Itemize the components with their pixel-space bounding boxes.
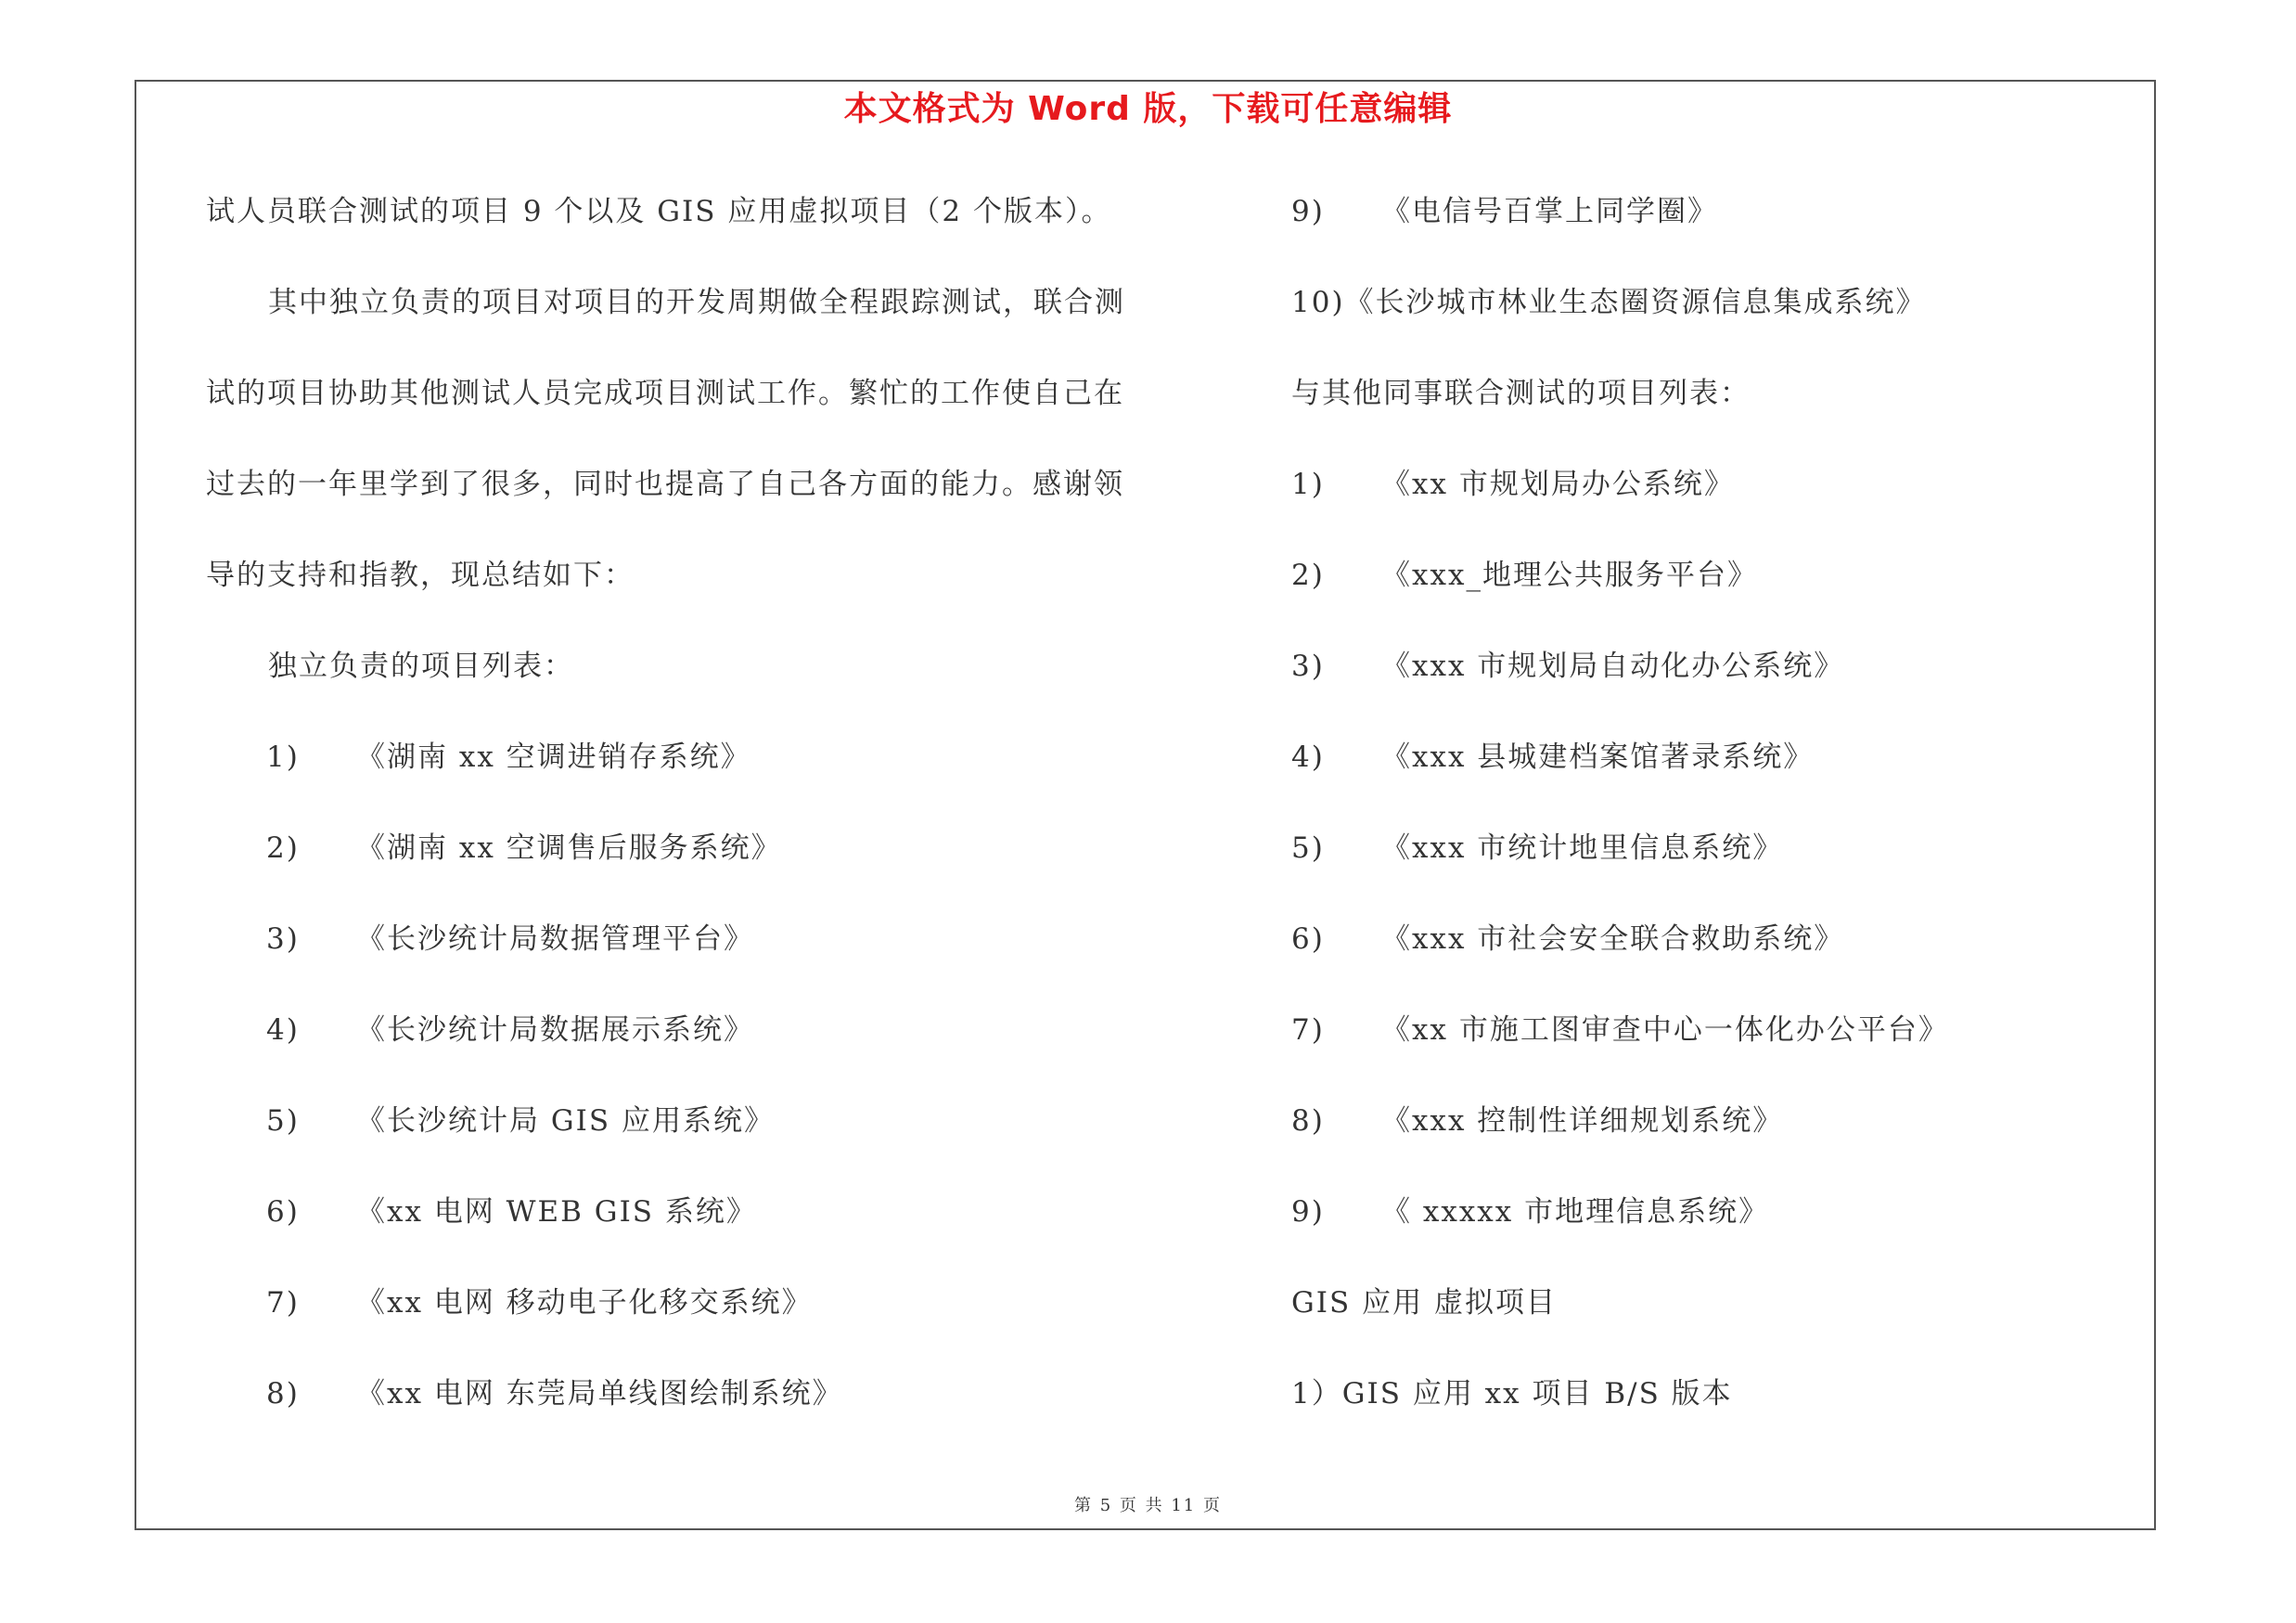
list-item [266,1284,813,1321]
list-item-number: 8) [266,1377,300,1410]
paragraph-line: 试人员联合测试的项目 9 个以及 GIS 应用虚拟项目（2 个版本）。 [206,195,1112,228]
list-item-text: 《xxx 市规划局自动化办公系统》 [1381,650,1845,683]
list-item [266,921,754,958]
list-item [1291,648,1844,685]
list-item-number: 9) [1291,1195,1325,1229]
paragraph-line: 其中独立负责的项目对项目的开发周期做全程跟踪测试，联合测 [268,286,1125,319]
list-item-number: 6) [1291,922,1325,956]
list-item-text: 《电信号百掌上同学圈》 [1381,195,1718,228]
list-item [266,1102,775,1140]
list-item-number: 3) [266,922,300,956]
list-item [1291,466,1735,503]
list-item [266,739,751,776]
list-item [266,1375,843,1412]
list-item-number: 7) [1291,1013,1325,1047]
list-item [1291,193,1718,230]
list-heading: 与其他同事联合测试的项目列表： [1291,377,1751,410]
list-item-number: 5) [266,1104,300,1138]
list-item [266,1193,757,1230]
list-item-text: 《xxx 控制性详细规划系统》 [1381,1104,1784,1138]
list-item [266,1011,754,1049]
list-item [1291,739,1814,776]
section-heading: GIS 应用 虚拟项目 [1291,1286,1557,1320]
list-item [1291,921,1844,958]
list-item-number: 2) [1291,559,1325,592]
list-item-number: 2) [266,831,300,865]
list-item-number: 1) [266,741,300,774]
list-item [1291,830,1783,867]
list-item [1291,1011,1949,1049]
word-format-banner: 本文格式为 Word 版，下载可任意编辑 [843,90,1453,128]
list-item [1291,557,1758,594]
list-item-number: 4) [266,1013,300,1047]
paragraph-line: 试的项目协助其他测试人员完成项目测试工作。繁忙的工作使自己在 [206,377,1124,410]
list-item [266,830,782,867]
list-item-text: 《xx 电网 东莞局单线图绘制系统》 [356,1377,843,1410]
list-item-text: 《xxx 市社会安全联合救助系统》 [1381,922,1845,956]
list-item-number: 3) [1291,650,1325,683]
list-item-text: 《长沙统计局数据管理平台》 [356,922,754,956]
list-item-text: 《xxx 县城建档案馆著录系统》 [1381,741,1815,774]
list-item [1291,1102,1783,1140]
list-item-text: 《xx 市施工图审查中心一体化办公平台》 [1381,1013,1949,1047]
list-item-text: 《长沙统计局 GIS 应用系统》 [356,1104,775,1138]
list-item-text: 《长沙统计局数据展示系统》 [356,1013,754,1047]
list-item-number: 8) [1291,1104,1325,1138]
list-item-number: 5) [1291,831,1325,865]
list-item-number: 7) [266,1286,300,1320]
page-number-footer: 第 5 页 共 11 页 [1074,1496,1222,1515]
list-item-text: 《 xxxxx 市地理信息系统》 [1381,1195,1770,1229]
list-item-text: 《湖南 xx 空调进销存系统》 [356,741,751,774]
list-item-number: 6) [266,1195,300,1229]
list-item [1291,1193,1769,1230]
list-item: 1）GIS 应用 xx 项目 B/S 版本 [1291,1377,1733,1410]
list-item: 10)《长沙城市林业生态圈资源信息集成系统》 [1291,286,1927,319]
list-item-number: 9) [1291,195,1325,228]
list-heading: 独立负责的项目列表： [268,650,574,683]
paragraph-line: 导的支持和指教，现总结如下： [206,559,635,592]
list-item-text: 《xxx_地理公共服务平台》 [1381,559,1758,592]
paragraph-line: 过去的一年里学到了很多，同时也提高了自己各方面的能力。感谢领 [206,468,1124,501]
list-item-text: 《xx 电网 WEB GIS 系统》 [356,1195,757,1229]
list-item-text: 《xx 电网 移动电子化移交系统》 [356,1286,813,1320]
list-item-text: 《湖南 xx 空调售后服务系统》 [356,831,782,865]
list-item-text: 《xx 市规划局办公系统》 [1381,468,1735,501]
list-item-text: 《xxx 市统计地里信息系统》 [1381,831,1784,865]
list-item-number: 4) [1291,741,1325,774]
list-item-number: 1) [1291,468,1325,501]
